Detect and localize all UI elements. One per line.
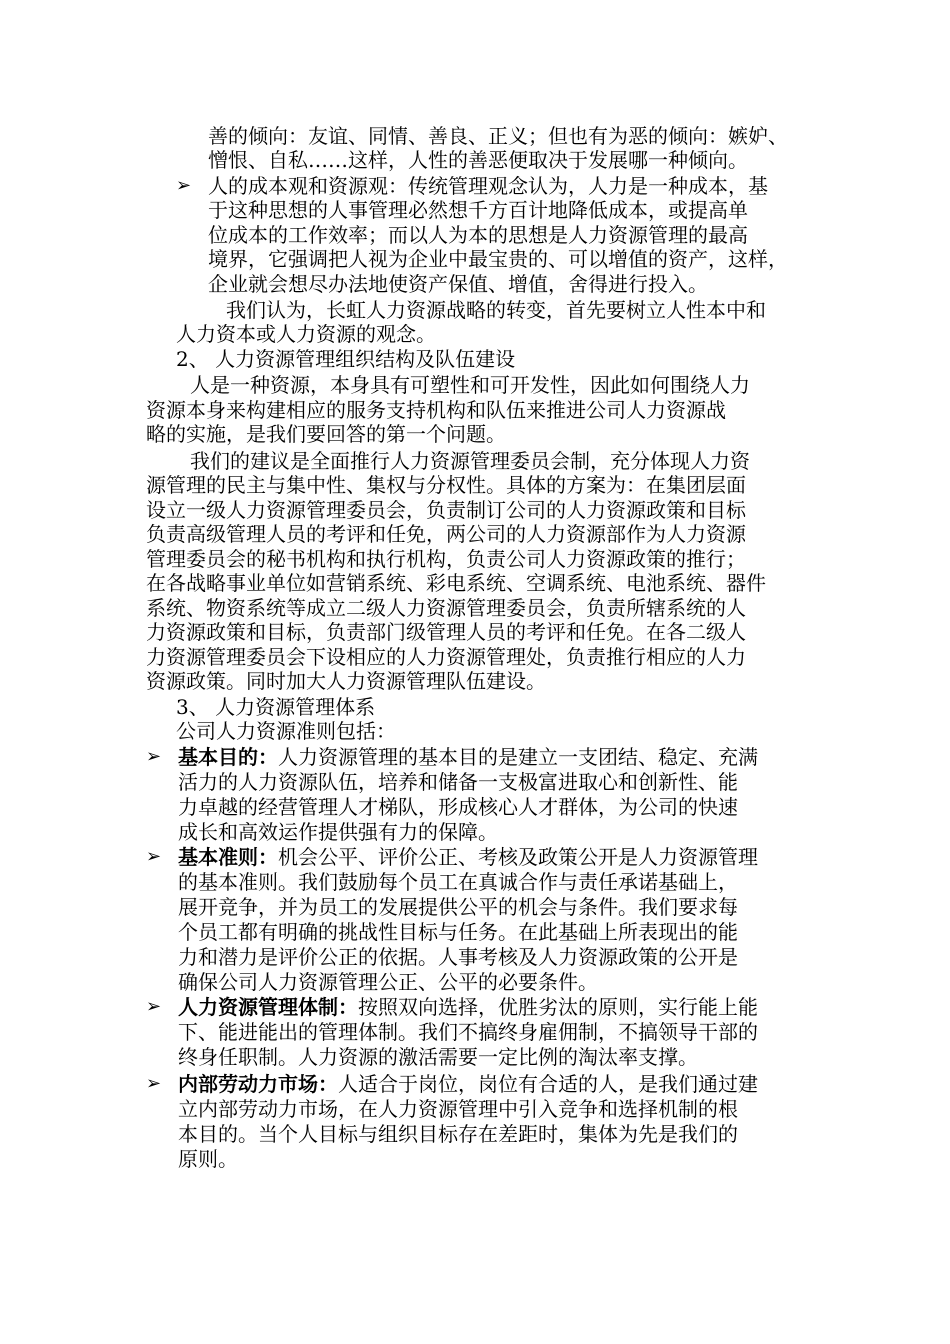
principle-title: 人力资源管理体制： <box>178 995 358 1019</box>
principle-text: 按照双向选择，优胜劣汰的原则，实行能上能 <box>358 995 758 1019</box>
text-line: 境界，它强调把人视为企业中最宝贵的、可以增值的资产，这样， <box>208 247 788 271</box>
text-line: 我们认为，长虹人力资源战略的转变，首先要树立人性本中和 <box>226 298 766 322</box>
principle-text: 人力资源管理的基本目的是建立一支团结、稳定、充满 <box>278 745 758 769</box>
text-line: 原则。 <box>178 1147 238 1171</box>
text-line <box>178 845 758 869</box>
text-line <box>178 745 758 769</box>
text-line <box>178 995 758 1019</box>
text-line: 负责高级管理人员的考评和任免，两公司的人力资源部作为人力资源 <box>146 522 746 546</box>
text-line: 企业就会想尽办法地使资产保值、增值，舍得进行投入。 <box>208 272 708 296</box>
text-line: 善的倾向：友谊、同情、善良、正义；但也有为恶的倾向：嫉妒、 <box>208 124 788 148</box>
text-line: 下、能进能出的管理体制。我们不搞终身雇佣制，不搞领导干部的 <box>178 1020 758 1044</box>
text-line: 立内部劳动力市场，在人力资源管理中引入竞争和选择机制的根 <box>178 1097 738 1121</box>
text-line: 在各战略事业单位如营销系统、彩电系统、空调系统、电池系统、器件 <box>146 571 766 595</box>
text-line: 力资源政策和目标，负责部门级管理人员的考评和任免。在各二级人 <box>146 620 746 644</box>
principle-title: 基本目的： <box>178 745 278 769</box>
text-line: 的基本准则。我们鼓励每个员工在真诚合作与责任承诺基础上， <box>178 870 738 894</box>
section-heading: 3、 人力资源管理体系 <box>176 695 376 719</box>
bullet-arrow-icon: ➢ <box>146 746 162 767</box>
text-line: 确保公司人力资源管理公正、公平的必要条件。 <box>178 970 598 994</box>
text-line: 于这种思想的人事管理必然想千方百计地降低成本，或提高单 <box>208 198 748 222</box>
text-line: 力资源管理委员会下设相应的人力资源管理处，负责推行相应的人力 <box>146 645 746 669</box>
text-line: 成长和高效运作提供强有力的保障。 <box>178 820 498 844</box>
text-line: 力卓越的经营管理人才梯队，形成核心人才群体，为公司的快速 <box>178 795 738 819</box>
text-line: 公司人力资源准则包括： <box>176 719 396 743</box>
text-line: 人是一种资源，本身具有可塑性和可开发性，因此如何围绕人力 <box>190 373 750 397</box>
principle-text: 机会公平、评价公正、考核及政策公开是人力资源管理 <box>278 845 758 869</box>
text-line: 资源政策。同时加大人力资源管理队伍建设。 <box>146 669 546 693</box>
text-line: 人力资本或人力资源的观念。 <box>176 322 436 346</box>
text-line: 个员工都有明确的挑战性目标与任务。在此基础上所表现出的能 <box>178 920 738 944</box>
text-line: 人的成本观和资源观：传统管理观念认为，人力是一种成本，基 <box>208 174 768 198</box>
text-line: 力和潜力是评价公正的依据。人事考核及人力资源政策的公开是 <box>178 945 738 969</box>
text-line <box>178 1072 758 1096</box>
text-line: 本目的。当个人目标与组织目标存在差距时，集体为先是我们的 <box>178 1122 738 1146</box>
bullet-arrow-icon: ➢ <box>146 846 162 867</box>
principle-title: 内部劳动力市场： <box>178 1072 338 1096</box>
principle-title: 基本准则： <box>178 845 278 869</box>
bullet-arrow-icon: ➢ <box>146 1073 162 1094</box>
text-line: 管理委员会的秘书机构和执行机构，负责公司人力资源政策的推行； <box>146 547 746 571</box>
text-line: 系统、物资系统等成立二级人力资源管理委员会，负责所辖系统的人 <box>146 596 746 620</box>
text-line: 略的实施，是我们要回答的第一个问题。 <box>146 422 506 446</box>
principle-text: 人适合于岗位，岗位有合适的人，是我们通过建 <box>338 1072 758 1096</box>
bullet-arrow-icon: ➢ <box>176 175 192 196</box>
section-heading: 2、 人力资源管理组织结构及队伍建设 <box>176 347 516 371</box>
text-line: 憎恨、自私……这样，人性的善恶便取决于发展哪一种倾向。 <box>208 148 748 172</box>
text-line: 终身任职制。人力资源的激活需要一定比例的淘汰率支撑。 <box>178 1045 698 1069</box>
bullet-arrow-icon: ➢ <box>146 996 162 1017</box>
text-line: 资源本身来构建相应的服务支持机构和队伍来推进公司人力资源战 <box>146 398 726 422</box>
text-line: 源管理的民主与集中性、集权与分权性。具体的方案为：在集团层面 <box>146 473 746 497</box>
text-line: 设立一级人力资源管理委员会，负责制订公司的人力资源政策和目标 <box>146 498 746 522</box>
text-line: 活力的人力资源队伍，培养和储备一支极富进取心和创新性、能 <box>178 770 738 794</box>
text-line: 位成本的工作效率；而以人为本的思想是人力资源管理的最高 <box>208 223 748 247</box>
text-line: 我们的建议是全面推行人力资源管理委员会制，充分体现人力资 <box>190 449 750 473</box>
text-line: 展开竞争，并为员工的发展提供公平的机会与条件。我们要求每 <box>178 895 738 919</box>
